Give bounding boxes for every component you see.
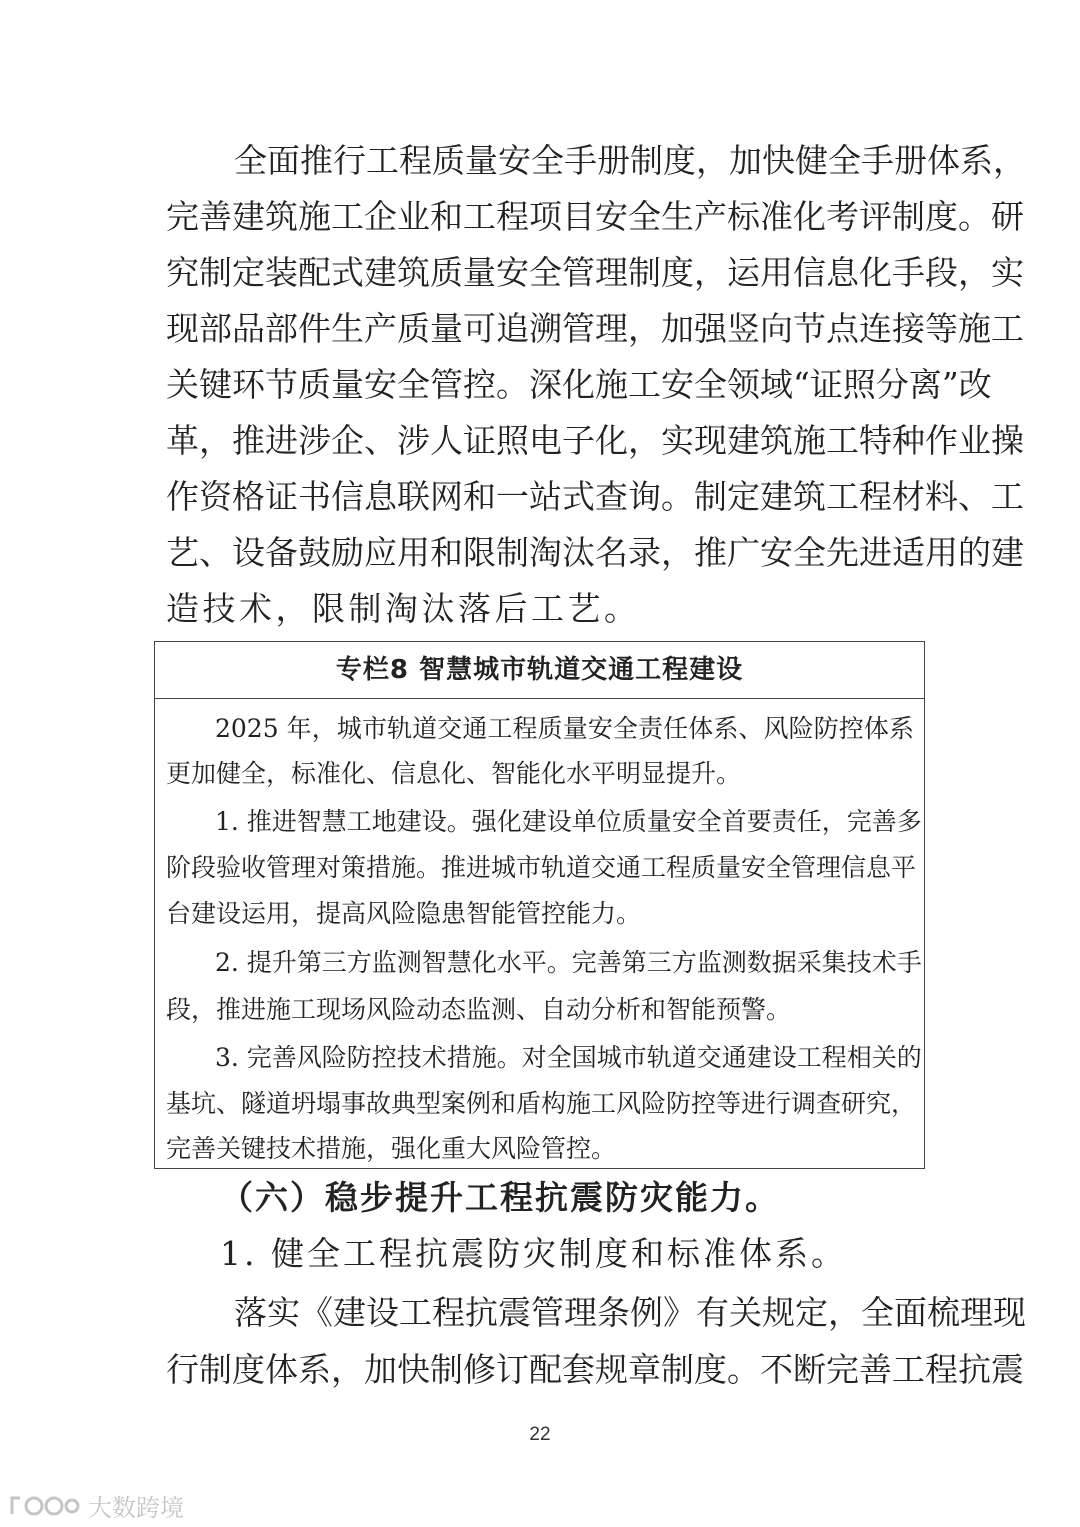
paragraph-line: 关键环节质量安全管控。深化施工安全领域“证照分离”改 — [166, 365, 992, 404]
box-line: 2. 提升第三方监测智慧化水平。完善第三方监测数据采集技术手 — [215, 948, 922, 977]
box-line: 阶段验收管理对策措施。推进城市轨道交通工程质量安全管理信息平 — [166, 853, 917, 882]
box-line: 完善关键技术措施，强化重大风险管控。 — [166, 1134, 617, 1163]
paragraph-line: 完善建筑施工企业和工程项目安全生产标准化考评制度。研 — [166, 197, 1024, 236]
paragraph-line: 造技术，限制淘汰落后工艺。 — [166, 589, 641, 628]
watermark — [8, 1488, 184, 1522]
sub-heading: 1. 健全工程抗震防灾制度和标准体系。 — [220, 1234, 847, 1273]
box-line: 1. 推进智慧工地建设。强化建设单位质量安全首要责任，完善多 — [215, 807, 922, 836]
paragraph-line: 艺、设备鼓励应用和限制淘汰名录，推广安全先进适用的建 — [166, 533, 1024, 572]
page-number: 22 — [529, 1424, 551, 1445]
watermark-logo-icon — [8, 1490, 82, 1520]
paragraph-line: 作资格证书信息联网和一站式查询。制定建筑工程材料、工 — [166, 477, 1024, 516]
box-line: 台建设运用，提高风险隐患智能管控能力。 — [166, 899, 642, 928]
box-line: 更加健全，标准化、信息化、智能化水平明显提升。 — [166, 759, 742, 788]
section-heading: （六）稳步提升工程抗震防灾能力。 — [220, 1178, 780, 1217]
paragraph-line: 究制定装配式建筑质量安全管理制度，运用信息化手段，实 — [166, 253, 1024, 292]
box-line: 基坑、隧道坍塌事故典型案例和盾构施工风险防控等进行调查研究， — [166, 1089, 917, 1118]
paragraph-line: 现部品部件生产质量可追溯管理，加强竖向节点连接等施工 — [166, 309, 1024, 348]
watermark-text: 大数跨境 — [88, 1493, 184, 1522]
paragraph-line: 革，推进涉企、涉人证照电子化，实现建筑施工特种作业操 — [166, 421, 1024, 460]
column-box — [154, 641, 925, 1169]
paragraph-line: 落实《建设工程抗震管理条例》有关规定，全面梳理现 — [234, 1293, 1026, 1332]
box-line: 2025 年，城市轨道交通工程质量安全责任体系、风险防控体系 — [215, 714, 914, 743]
box-line: 段，推进施工现场风险动态监测、自动分析和智能预警。 — [166, 995, 792, 1024]
box-line: 3. 完善风险防控技术措施。对全国城市轨道交通建设工程相关的 — [215, 1043, 922, 1072]
paragraph-line: 行制度体系，加快制修订配套规章制度。不断完善工程抗震 — [166, 1350, 1024, 1389]
paragraph-line: 全面推行工程质量安全手册制度，加快健全手册体系， — [234, 141, 1026, 180]
column-box-title: 专栏8 智慧城市轨道交通工程建设 — [155, 642, 924, 699]
